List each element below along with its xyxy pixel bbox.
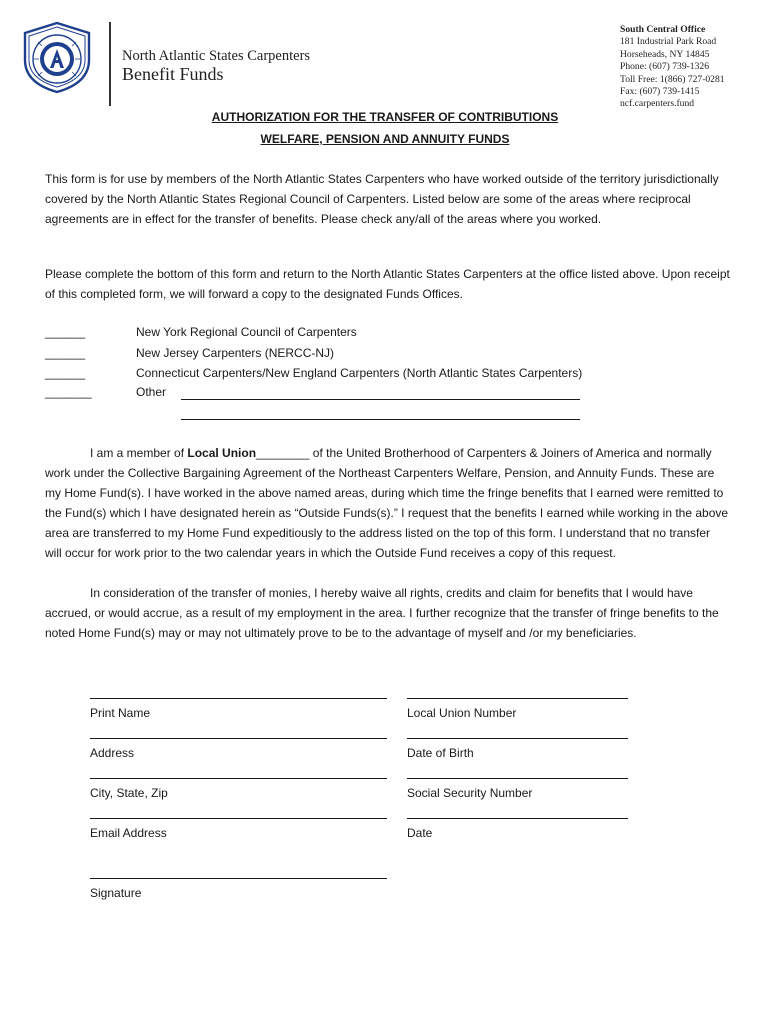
waiver-paragraph <box>45 583 730 643</box>
office-phone: Phone: (607) 739-1326 <box>620 61 709 73</box>
office-city: Horseheads, NY 14845 <box>620 48 710 60</box>
address-label: Address <box>90 746 135 760</box>
date-label: Date <box>407 826 433 840</box>
office-fax: Fax: (607) 739-1415 <box>620 86 700 98</box>
area-check-blank[interactable]: ______ <box>45 325 86 339</box>
signature-label: Signature <box>90 886 142 900</box>
org-subtitle: Benefit Funds <box>122 64 224 84</box>
area-label-other: Other <box>136 385 167 399</box>
print-name-label: Print Name <box>90 706 151 720</box>
instructions-paragraph: Please complete the bottom of this form and return to the North Atlantic States Carpenters at the office listed above. Upon receipt of this completed form, we will forward a copy to the designated Funds Offices. <box>45 267 730 301</box>
city-state-zip-line[interactable] <box>90 778 387 779</box>
date-of-birth-line[interactable] <box>407 738 628 739</box>
office-toll-free: Toll Free: 1(866) 727-0281 <box>620 73 725 85</box>
local-union-blank[interactable]: ________ <box>256 446 310 460</box>
other-area-line-1[interactable] <box>181 399 580 400</box>
address-line[interactable] <box>90 738 387 739</box>
other-area-line-2[interactable] <box>181 419 580 420</box>
date-of-birth-label: Date of Birth <box>407 746 474 760</box>
area-label-new-jersey: New Jersey Carpenters (NERCC-NJ) <box>136 346 335 360</box>
area-check-blank[interactable]: _______ <box>45 385 92 399</box>
date-line[interactable] <box>407 818 628 819</box>
city-state-zip-label: City, State, Zip <box>90 786 168 800</box>
print-name-line[interactable] <box>90 698 387 699</box>
area-check-blank[interactable]: ______ <box>45 366 86 380</box>
header-divider <box>109 22 111 106</box>
area-label-new-york: New York Regional Council of Carpenters <box>136 325 357 339</box>
local-union-label: Local Union <box>187 446 257 460</box>
org-name: North Atlantic States Carpenters <box>122 48 311 64</box>
declaration-text: of the United Brotherhood of Carpenters & Joiners of America and normally work under the Collective Bargaining Agreement of the Northeast Carpenters Welfare, Pension, and Annuity Funds. These are my Home Fund(s). I have worked in the above named areas, during which time the fringe benefits that I earned were remitted to the Fund(s) which I have designated herein as “Outside Funds(s).” I request that the benefits I earned while working in the above area are transferred to my Home Fund expeditiously to the address listed on the top of this form. I understand that no transfer will occur for work prior to the two calendar years in which the Outside Fund receives a copy of this request. <box>45 446 729 560</box>
office-address-block <box>620 24 725 111</box>
declaration-paragraph <box>45 443 730 563</box>
intro-paragraph: This form is for use by members of the North Atlantic States Carpenters who have worked outside of the territory jurisdictionally covered by the North Atlantic States Regional Council of Carpenters. Listed below are some of the areas where reciprocal agreements are in effect for the transfer of benefits. Please check any/all of the areas where you worked. <box>45 172 719 226</box>
form-subtitle: WELFARE, PENSION AND ANNUITY FUNDS <box>260 132 510 146</box>
waiver-text: In consideration of the transfer of monies, I hereby waive all rights, credits and claim for benefits that I would have accrued, or would accrue, as a result of my employment in the area. I further recognize that the transfer of fringe benefits to the noted Home Fund(s) may or may not ultimately prove to be to the advantage of myself and /or my beneficiaries. <box>45 586 719 640</box>
local-union-number-line[interactable] <box>407 698 628 699</box>
form-title: AUTHORIZATION FOR THE TRANSFER OF CONTRIBUTIONS <box>211 110 559 124</box>
carpenters-union-seal-icon <box>20 20 94 94</box>
email-line[interactable] <box>90 818 387 819</box>
office-street: 181 Industrial Park Road <box>620 36 717 48</box>
office-website: ncf.carpenters.fund <box>620 98 695 110</box>
area-check-blank[interactable]: ______ <box>45 346 86 360</box>
area-label-connecticut: Connecticut Carpenters/New England Carpenters (North Atlantic States Carpenters) <box>136 366 583 380</box>
office-title: South Central Office <box>620 24 706 35</box>
ssn-line[interactable] <box>407 778 628 779</box>
ssn-label: Social Security Number <box>407 786 533 800</box>
declaration-intro: I am a member of <box>90 446 188 460</box>
local-union-number-label: Local Union Number <box>407 706 517 720</box>
email-label: Email Address <box>90 826 167 840</box>
signature-line[interactable] <box>90 878 387 879</box>
